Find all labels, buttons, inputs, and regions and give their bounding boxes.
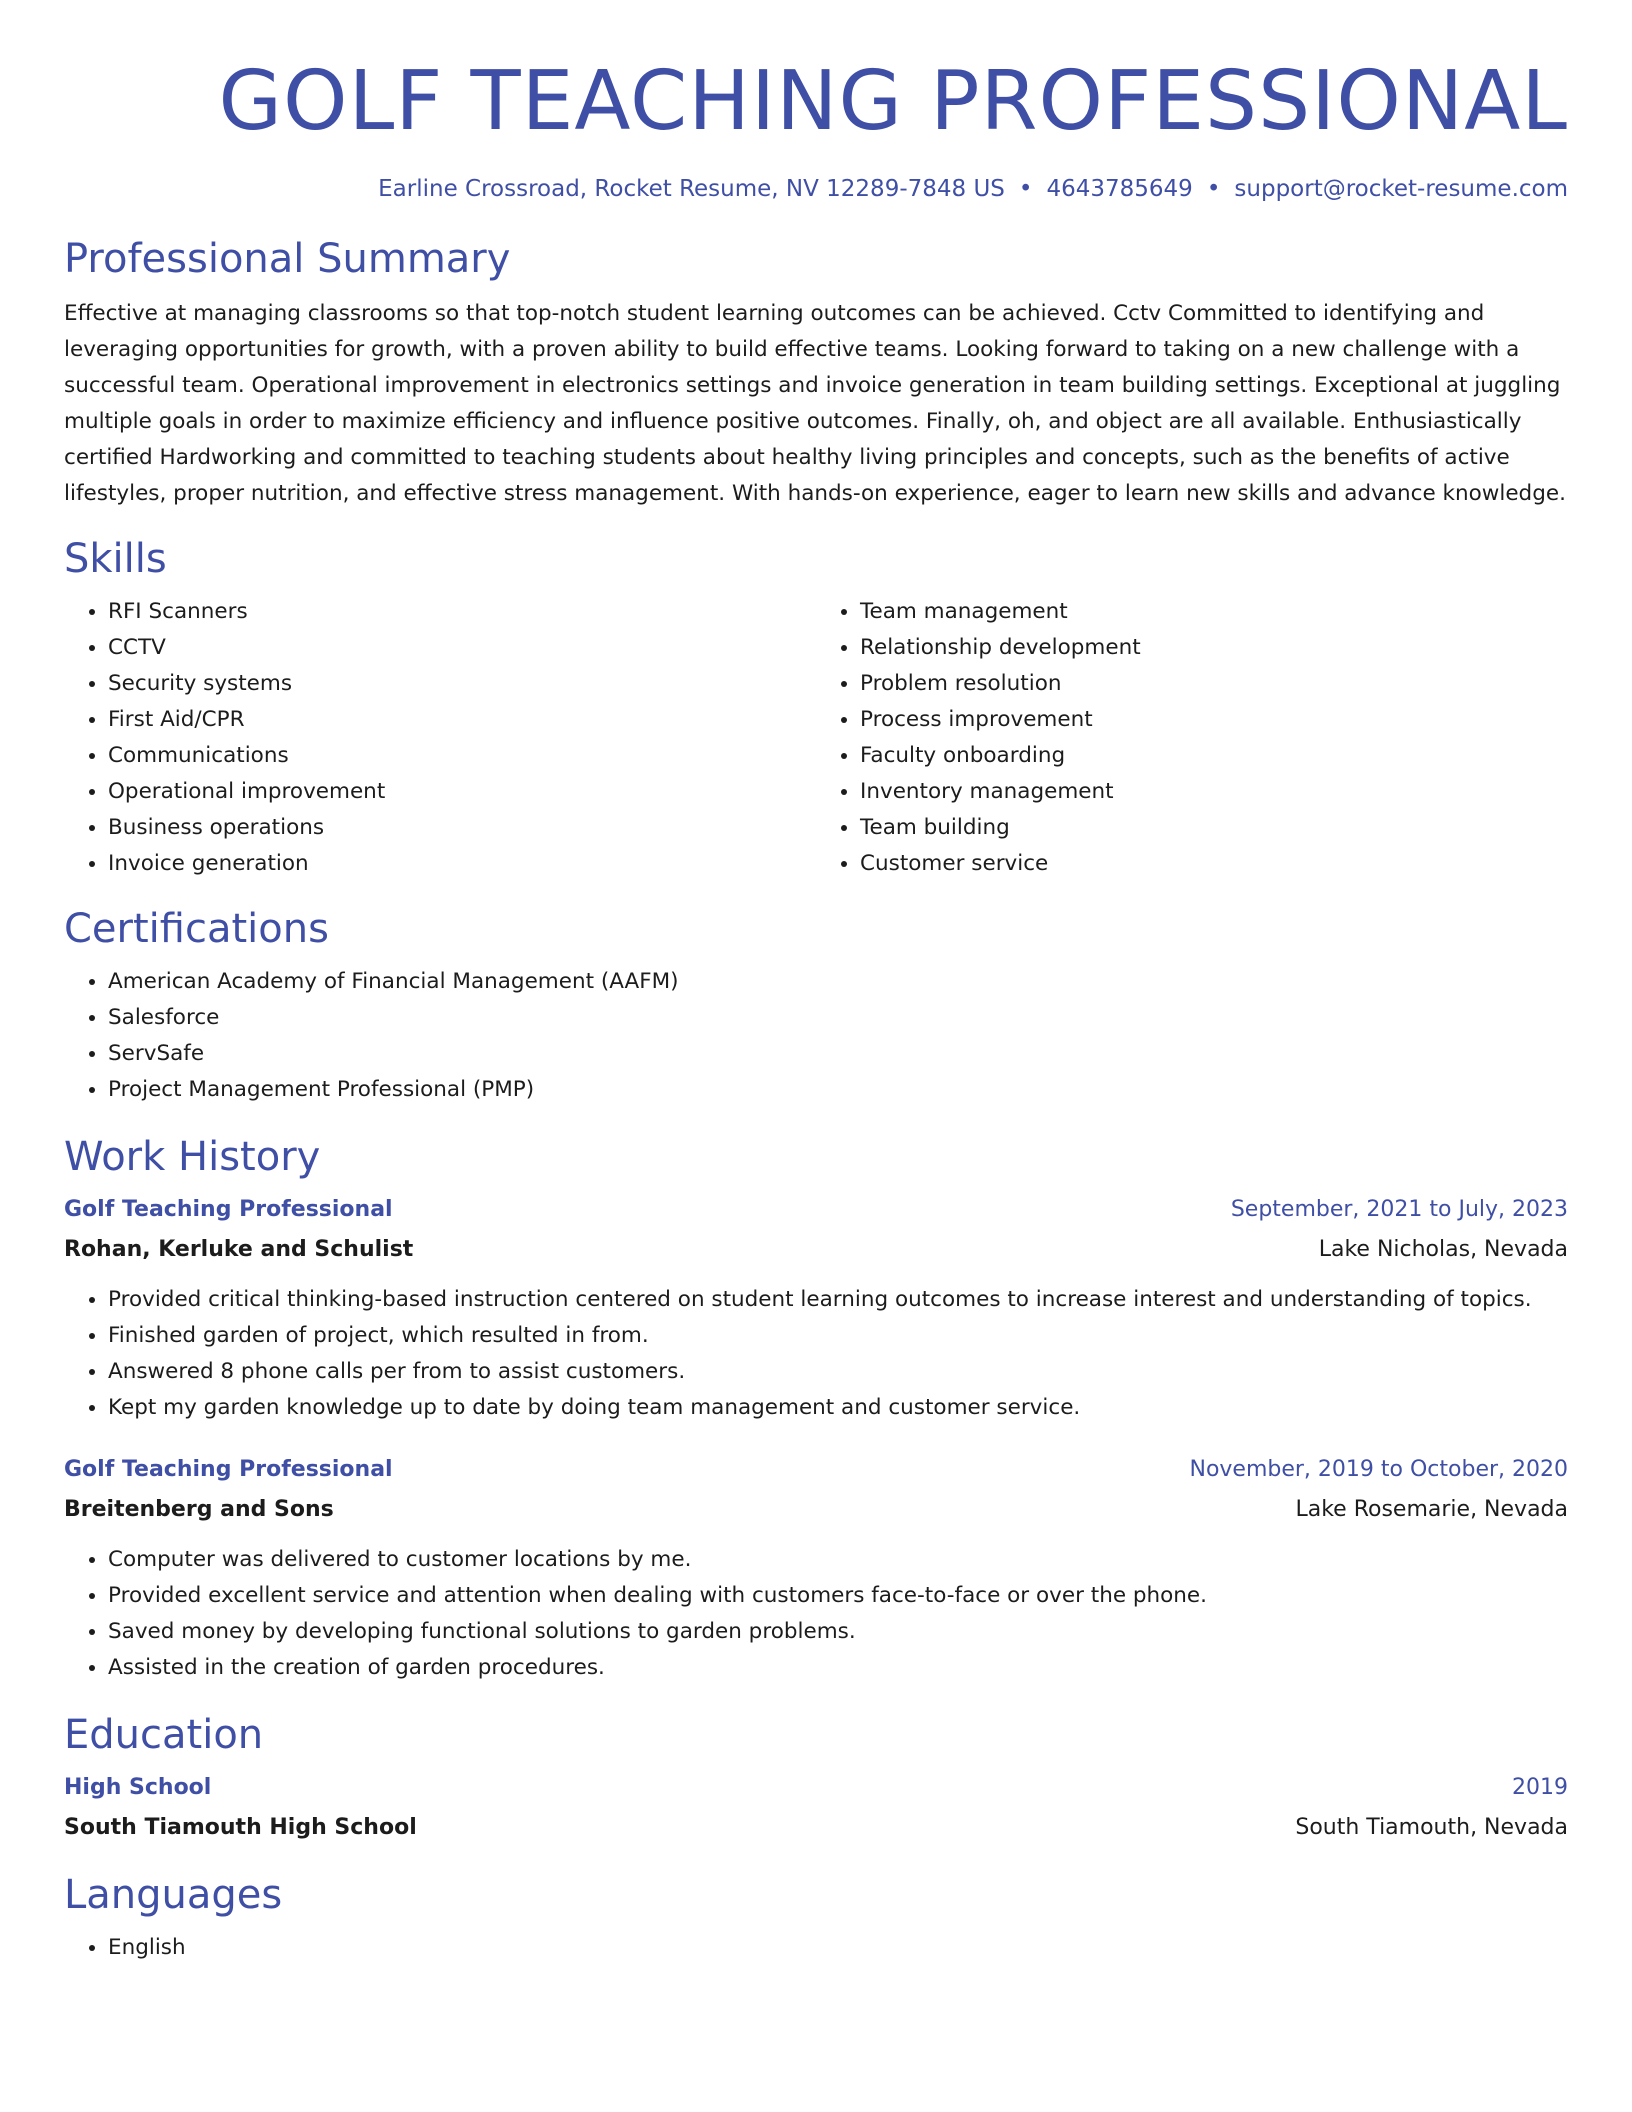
job-entry — [64, 1190, 1568, 1426]
languages-list — [64, 1930, 1568, 1966]
skills-section — [64, 534, 1568, 882]
job-dates: November, 2019 to October, 2020 — [1189, 1457, 1568, 1482]
job-header — [64, 1190, 1568, 1230]
list-item: • English — [108, 1930, 1568, 1966]
summary-heading: Professional Summary — [64, 236, 511, 282]
list-item: • CCTV — [108, 630, 816, 666]
resume-header — [64, 0, 1568, 206]
work-history-heading: Work History — [64, 1134, 321, 1180]
list-item: • Provided excellent service and attention when dealing with customers face-to-face or over the phone. — [108, 1578, 1568, 1614]
job-subheader — [64, 1230, 1568, 1270]
list-item: • Relationship development — [860, 630, 1568, 666]
list-item: • Team management — [860, 594, 1568, 630]
list-item: • Customer service — [860, 846, 1568, 882]
contact-line — [64, 172, 1568, 206]
contact-separator: • — [1206, 176, 1221, 202]
summary-section — [64, 234, 1568, 512]
job-title: Golf Teaching Professional — [64, 1457, 393, 1482]
list-item: • Business operations — [108, 810, 816, 846]
job-location: Lake Nicholas, Nevada — [1318, 1237, 1568, 1262]
list-item: • Problem resolution — [860, 666, 1568, 702]
certifications-heading: Certifications — [64, 906, 329, 952]
contact-separator: • — [1018, 176, 1033, 202]
job-dates: September, 2021 to July, 2023 — [1230, 1197, 1568, 1222]
skills-heading: Skills — [64, 536, 167, 582]
work-history-section — [64, 1132, 1568, 1686]
education-header — [64, 1768, 1568, 1808]
list-item: • Process improvement — [860, 702, 1568, 738]
education-school: South Tiamouth High School — [64, 1815, 417, 1840]
job-entry — [64, 1450, 1568, 1686]
list-item: • First Aid/CPR — [108, 702, 816, 738]
list-item: • Saved money by developing functional solutions to garden problems. — [108, 1614, 1568, 1650]
education-degree: High School — [64, 1775, 212, 1800]
skills-left-column — [64, 594, 816, 882]
contact-address: Earline Crossroad, Rocket Resume, NV 12289-7848 US — [378, 176, 1005, 202]
skills-left-list — [64, 594, 816, 882]
job-location: Lake Rosemarie, Nevada — [1295, 1497, 1568, 1522]
list-item: • Inventory management — [860, 774, 1568, 810]
education-section — [64, 1710, 1568, 1848]
list-item: • Faculty onboarding — [860, 738, 1568, 774]
languages-heading: Languages — [64, 1872, 283, 1918]
job-company: Rohan, Kerluke and Schulist — [64, 1237, 414, 1262]
education-heading: Education — [64, 1712, 264, 1758]
list-item: • American Academy of Financial Management (AAFM) — [108, 964, 1568, 1000]
skills-columns — [64, 594, 1568, 882]
job-bullets — [64, 1542, 1568, 1686]
job-company: Breitenberg and Sons — [64, 1497, 334, 1522]
list-item: • Invoice generation — [108, 846, 816, 882]
resume-title: GOLF TEACHING PROFESSIONAL — [218, 54, 1568, 149]
list-item: • Answered 8 phone calls per from to assist customers. — [108, 1354, 1568, 1390]
list-item: • Project Management Professional (PMP) — [108, 1072, 1568, 1108]
education-location: South Tiamouth, Nevada — [1295, 1815, 1568, 1840]
list-item: • Finished garden of project, which resulted in from. — [108, 1318, 1568, 1354]
list-item: • ServSafe — [108, 1036, 1568, 1072]
list-item: • Security systems — [108, 666, 816, 702]
certifications-section — [64, 904, 1568, 1108]
education-entry — [64, 1768, 1568, 1848]
job-header — [64, 1450, 1568, 1490]
list-item: • Team building — [860, 810, 1568, 846]
list-item: • Salesforce — [108, 1000, 1568, 1036]
job-title: Golf Teaching Professional — [64, 1197, 393, 1222]
list-item: • Operational improvement — [108, 774, 816, 810]
job-bullets — [64, 1282, 1568, 1426]
job-subheader — [64, 1490, 1568, 1530]
summary-text: Effective at managing classrooms so that top-notch student learning outcomes can be achieved. Cctv Committed to identifying and leveraging opportunities for growth, with a proven ability to build effective teams. Looking forward to taking on a new challenge with a successful team. Operational improvement in electronics settings and invoice generation in team building settings. Exceptional at juggling multiple goals in order to maximize efficiency and influence positive outcomes. Finally, oh, and object are all available. Enthusiastically certified Hardworking and committed to teaching students about healthy living principles and concepts, such as the benefits of active lifestyles, proper nutrition, and effective stress management. With hands-on experience, eager to learn new skills and advance knowledge. — [64, 301, 1566, 506]
list-item: • Kept my garden knowledge up to date by doing team management and customer service. — [108, 1390, 1568, 1426]
certifications-list — [64, 964, 1568, 1108]
skills-right-column — [816, 594, 1568, 882]
list-item: • Provided critical thinking-based instruction centered on student learning outcomes to increase interest and understanding of topics. — [108, 1282, 1568, 1318]
education-subheader — [64, 1808, 1568, 1848]
list-item: • Assisted in the creation of garden procedures. — [108, 1650, 1568, 1686]
contact-phone: 4643785649 — [1046, 176, 1193, 202]
languages-section — [64, 1870, 1568, 1966]
contact-email: support@rocket-resume.com — [1234, 176, 1568, 202]
list-item: • RFI Scanners — [108, 594, 816, 630]
list-item: • Communications — [108, 738, 816, 774]
skills-right-list — [816, 594, 1568, 882]
list-item: • Computer was delivered to customer locations by me. — [108, 1542, 1568, 1578]
education-year: 2019 — [1512, 1775, 1568, 1800]
